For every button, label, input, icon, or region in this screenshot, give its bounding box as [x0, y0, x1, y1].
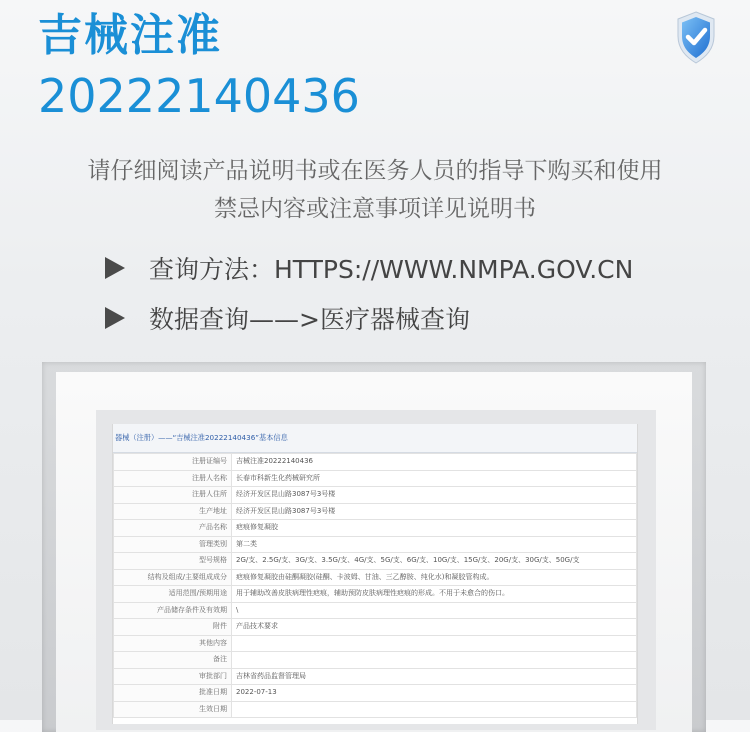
query-path-text: 数据查询——>医疗器械查询 [149, 305, 470, 334]
table-row [114, 487, 637, 504]
field-label: 产品名称 [114, 520, 232, 537]
field-label: 注册人名称 [114, 470, 232, 487]
field-value: 疤痕修复凝胶 [232, 520, 637, 537]
field-value: 吉林省药品监督管理局 [232, 668, 637, 685]
notice-line-1: 请仔细阅读产品说明书或在医务人员的指导下购买和使用 [87, 158, 663, 184]
field-label: 批准日期 [114, 685, 232, 702]
field-label: 注册证编号 [114, 454, 232, 471]
table-row [114, 553, 637, 570]
play-triangle-icon [105, 307, 125, 329]
field-label: 结构及组成/主要组成成分 [114, 569, 232, 586]
field-label: 产品储存条件及有效期 [114, 602, 232, 619]
field-value: 2022-07-13 [232, 685, 637, 702]
field-value: 吉械注准20222140436 [232, 454, 637, 471]
table-row [114, 454, 637, 471]
table-row [114, 503, 637, 520]
field-value: 产品技术要求 [232, 619, 637, 636]
query-method-item [105, 251, 633, 285]
table-row [114, 668, 637, 685]
field-label: 型号规格 [114, 553, 232, 570]
page-title: 吉械注准 [38, 10, 222, 61]
table-row [114, 652, 637, 669]
field-value: 2G/支、2.5G/支、3G/支、3.5G/支、4G/支、5G/支、6G/支、10G/支、15G/支、20G/支、30G/支、50G/支 [232, 553, 637, 570]
field-value [232, 652, 637, 669]
table-row [114, 685, 637, 702]
table-row [114, 701, 637, 718]
table-row [114, 569, 637, 586]
table-row [114, 602, 637, 619]
table-row [114, 470, 637, 487]
field-label: 备注 [114, 652, 232, 669]
field-value: 长春市科新生化药械研究所 [232, 470, 637, 487]
registration-info-screenshot [112, 424, 638, 724]
field-label: 其他内容 [114, 635, 232, 652]
field-label: 附件 [114, 619, 232, 636]
registration-number: 20222140436 [38, 69, 360, 123]
field-value: 疤痕修复凝胶由硅酮凝胶(硅酮、卡波姆、甘油、三乙醇胺、纯化水)和凝胶管构成。 [232, 569, 637, 586]
table-row [114, 536, 637, 553]
field-label: 生产地址 [114, 503, 232, 520]
field-label: 注册人住所 [114, 487, 232, 504]
query-path-item [105, 301, 470, 335]
field-value: 经济开发区昆山路3087号3号楼 [232, 503, 637, 520]
query-method-text: 查询方法：HTTPS://WWW.NMPA.GOV.CN [149, 255, 634, 284]
field-label: 审批部门 [114, 668, 232, 685]
notice-line-2: 禁忌内容或注意事项详见说明书 [214, 196, 536, 222]
info-heading: 器械（注册）——“吉械注准20222140436”基本信息 [113, 424, 637, 453]
field-value: 用于辅助改善皮肤病理性疤痕，辅助预防皮肤病理性疤痕的形成。不用于未愈合的伤口。 [232, 586, 637, 603]
field-label: 生效日期 [114, 701, 232, 718]
usage-notice [0, 152, 750, 228]
table-row [114, 586, 637, 603]
field-value: \ [232, 602, 637, 619]
field-value: 经济开发区昆山路3087号3号楼 [232, 487, 637, 504]
field-value [232, 701, 637, 718]
field-label: 适用范围/预期用途 [114, 586, 232, 603]
field-label: 管理类别 [114, 536, 232, 553]
table-row [114, 635, 637, 652]
info-table [113, 453, 637, 718]
table-row [114, 619, 637, 636]
field-value: 第二类 [232, 536, 637, 553]
field-value [232, 635, 637, 652]
play-triangle-icon [105, 257, 125, 279]
table-row [114, 520, 637, 537]
shield-check-icon [673, 8, 719, 68]
